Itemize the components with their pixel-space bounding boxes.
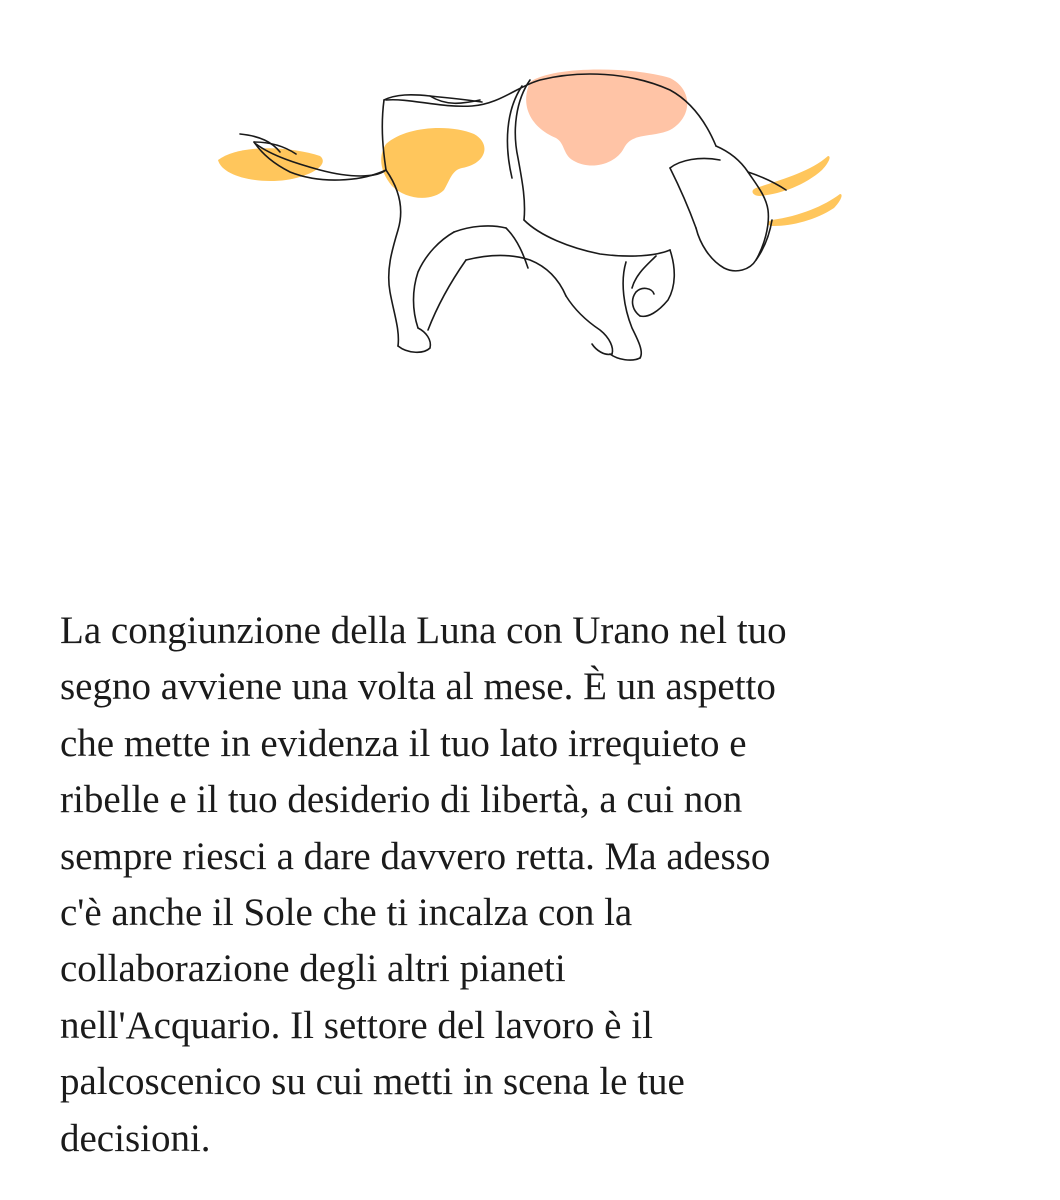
horoscope-line: che mette in evidenza il tuo lato irrequieto e: [60, 721, 747, 765]
horoscope-line: palcoscenico su cui metti in scena le tue: [60, 1060, 685, 1104]
back-blob: [526, 69, 687, 165]
horoscope-line: segno avviene una volta al mese. È un aspetto: [60, 665, 776, 709]
horoscope-line: La congiunzione della Luna con Urano nel tuo: [60, 609, 787, 652]
horn-upper-blob: [753, 156, 830, 196]
bull-line-drawing-icon: [200, 60, 860, 380]
horoscope-line: sempre riesci a dare davvero retta. Ma adesso: [60, 834, 771, 878]
horoscope-line: c'è anche il Sole che ti incalza con la: [60, 891, 633, 935]
horoscope-line: nell'Acquario. Il settore del lavoro è il: [60, 1003, 653, 1047]
horoscope-line: decisioni.: [60, 1116, 211, 1160]
horoscope-line: ribelle e il tuo desiderio di libertà, a cui non: [60, 778, 743, 822]
horoscope-paragraph: [60, 603, 1020, 1167]
horn-lower-blob: [768, 194, 842, 226]
horoscope-line: collaborazione degli altri pianeti: [60, 947, 566, 991]
taurus-bull-illustration: [200, 60, 860, 380]
hip-blob: [381, 128, 484, 198]
